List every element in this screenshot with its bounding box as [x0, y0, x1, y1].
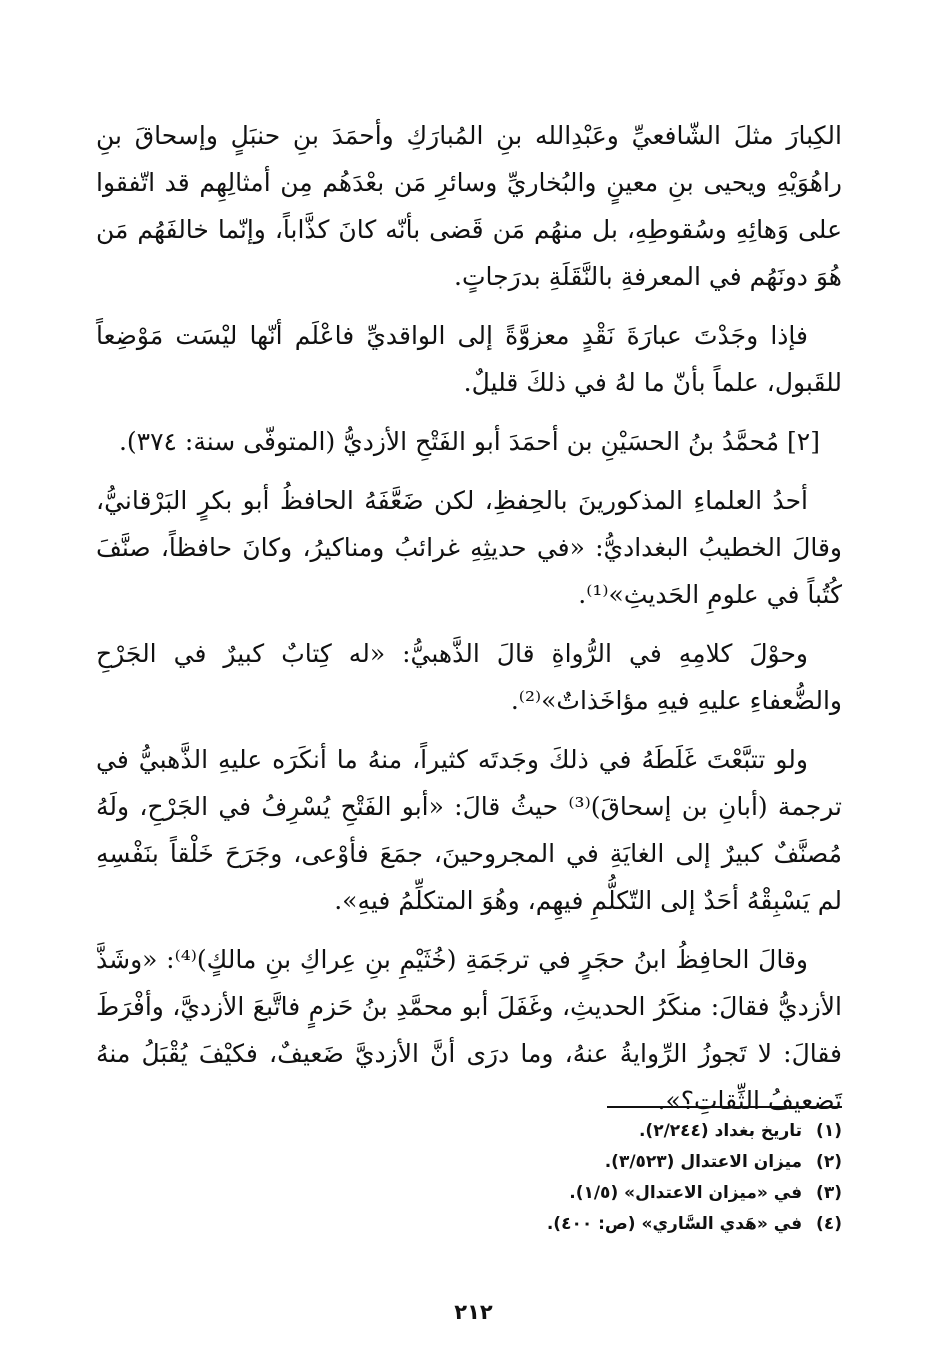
footnote-text: في «ميزان الاعتدال» (١/٥). — [569, 1183, 803, 1203]
page-number: ٢١٢ — [454, 1300, 493, 1324]
footnote-number: (٣) — [816, 1183, 842, 1203]
footnotes — [242, 1116, 842, 1240]
paragraph-dhahabi-quote: وحوْلَ كلامِهِ في الرُّواةِ قالَ الذَّهبيُّ: «له كِتابٌ كبيرٌ في الجَرْحِ والضُّعفاءِ عليهِ فيهِ مؤاخَذاتٌ»⁽²⁾. — [96, 639, 842, 715]
paragraph-aban-example: ولو تتبَّعْتَ غَلَطَهُ في ذلكَ وجَدتَه كثيراً، منهُ ما أنكَرَه عليهِ الذَّهبيُّ في ترجمة (أبانِ بن إسحاقَ)⁽³⁾ حيثُ قالَ: «أبو الفَتْحِ يُسْرِفُ في الجَرْحِ، ولَهُ مُصنَّفٌ كبيرٌ إلى الغايَةِ في المجروحينَ، جمَعَ فأوْعى، وجَرَحَ خَلْقاً بنَفْسِهِ لم يَسْبِقْهُ أحَدٌ إلى التّكلُّمِ فيهِم، وهُوَ المتكلِّمُ فيهِ». — [96, 745, 842, 915]
footnote-number: (٤) — [816, 1214, 842, 1234]
footnote-text: ميزان الاعتدال (٣/٥٢٣). — [604, 1152, 803, 1172]
footnote-number: (٢) — [816, 1152, 842, 1172]
footnote-item — [242, 1209, 842, 1240]
footnote-text: تاريخ بغداد (٢/٢٤٤). — [638, 1121, 803, 1141]
footnote-item — [242, 1147, 842, 1178]
footnote-divider — [607, 1106, 842, 1108]
entry-heading-azdi: [٢] مُحمَّدُ بنُ الحسَيْنِ بن أحمَدَ أبو الفَتْحِ الأزديُّ (المتوفّى سنة: ٣٧٤). — [118, 427, 820, 456]
paragraph-ibn-hajar: وقالَ الحافِظُ ابنُ حجَرٍ في ترجَمَةِ (خُثَيْمِ بنِ عِراكِ بنِ مالكٍ)⁽⁴⁾: «وشَذَّ الأزديُّ فقالَ: منكَرُ الحديثِ، وغَفَلَ أبو محمَّدِ بنُ حَزمٍ فاتَّبعَ الأزديَّ، وأفْرَطَ فقالَ: لا تَجوزُ الرِّوايةُ عنهُ، وما درَى أنَّ الأزديَّ ضَعيفٌ، فكيْفَ يُقْبَلُ منهُ تَضعيفُ الثِّقاتِ؟». — [96, 945, 842, 1115]
footnote-number: (١) — [816, 1121, 842, 1141]
paragraph-waqidi: فإذا وجَدْتَ عبارَةَ نَقْدٍ معزوَّةً إلى الواقديِّ فاعْلَم أنّها ليْسَت مَوْضِعاً للقَبول، علماً بأنّ ما لهُ في ذلكَ قليلٌ. — [96, 321, 842, 397]
main-text — [96, 112, 842, 1136]
paragraph-continuation: الكِبارَ مثلَ الشّافعيِّ وعَبْدِالله بنِ المُبارَكِ وأحمَدَ بنِ حنبَلٍ وإسحاقَ بنِ راهُوَيْهِ ويحيى بنِ معينٍ والبُخاريِّ وسائرِ مَن بعْدَهُم مِن أمثالِهِم قد اتّفقوا على وَهائِهِ وسُقوطِهِ، بل منهُم مَن قَضى بأنّه كانَ كذَّاباً، وإنّما خالفَهُم مَن هُوَ دونَهُم في المعرفةِ بالنَّقَلَةِ بدرَجاتٍ. — [96, 121, 842, 291]
footnote-item — [242, 1116, 842, 1147]
paragraph-azdi-bio: أحدُ العلماءِ المذكورينَ بالحِفظِ، لكن ضَعَّفَهُ الحافظُ أبو بكرٍ البَرْقانيُّ، وقالَ الخطيبُ البغداديُّ: «في حديثِهِ غرائبُ ومناكيرُ، وكانَ حافظاً، صنَّفَ كُتُباً في علومِ الحَديثِ»⁽¹⁾. — [96, 486, 842, 609]
footnote-item — [242, 1178, 842, 1209]
footnote-text: في «هَدي السَّاري» (ص: ٤٠٠). — [546, 1214, 803, 1234]
